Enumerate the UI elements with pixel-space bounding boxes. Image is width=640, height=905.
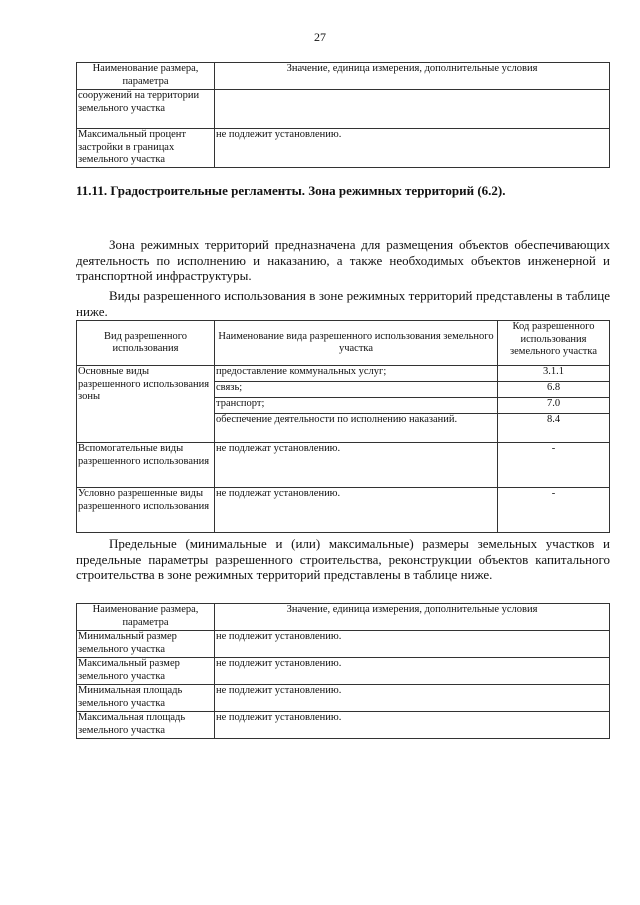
table-cell: не подлежит установлению. (215, 685, 610, 712)
list-item: 8.4 (546, 414, 561, 425)
table-row (77, 658, 610, 685)
section-heading: 11.11. Градостроительные регламенты. Зона режимных территорий (6.2). (76, 183, 506, 198)
column-header: Код разрешенного использования земельного участка (498, 321, 610, 366)
list-item: связь; (215, 382, 497, 398)
permitted-use-table (76, 320, 610, 533)
table-cell: - (498, 443, 610, 488)
table-cell: не подлежат установлению. (215, 488, 498, 533)
column-header: Наименование размера, параметра (77, 604, 215, 631)
table-cell: не подлежит установлению. (215, 631, 610, 658)
table-cell: Максимальный размер земельного участка (77, 658, 215, 685)
table-row (77, 685, 610, 712)
table-cell: сооружений на территории земельного участка (77, 90, 215, 129)
table-cell: не подлежит установлению. (215, 658, 610, 685)
table-cell: не подлежит установлению. (215, 712, 610, 739)
table-row (77, 631, 610, 658)
table-row (77, 443, 610, 488)
table-header-row (77, 321, 610, 366)
table-cell: Вспомогательные виды разрешенного использования (77, 443, 215, 488)
column-header: Наименование размера, параметра (77, 63, 215, 90)
table-cell (498, 366, 610, 443)
table-cell (215, 366, 498, 443)
table-row (77, 129, 610, 168)
paragraph: Виды разрешенного использования в зоне режимных территорий представлены в таблице ниже. (76, 288, 610, 319)
list-item: 7.0 (498, 398, 609, 414)
table-cell: не подлежат установлению. (215, 443, 498, 488)
table-cell: Минимальная площадь земельного участка (77, 685, 215, 712)
parameters-table-continued (76, 62, 610, 168)
table-row (77, 712, 610, 739)
column-header: Вид разрешенного использования (77, 321, 215, 366)
table-header-row (77, 63, 610, 90)
table-cell: - (498, 488, 610, 533)
list-item: обеспечение деятельности по исполнению наказаний. (216, 414, 458, 425)
page-number: 27 (314, 30, 326, 44)
table-header-row (77, 604, 610, 631)
table-cell (215, 90, 610, 129)
table-cell: Условно разрешенные виды разрешенного использования (77, 488, 215, 533)
column-header: Значение, единица измерения, дополнительные условия (215, 63, 610, 90)
column-header: Наименование вида разрешенного использования земельного участка (215, 321, 498, 366)
list-item: 3.1.1 (498, 366, 609, 382)
paragraph: Зона режимных территорий предназначена для размещения объектов обеспечивающих деятельность по исполнению и наказанию, а также необходимых объектов инженерной и транспортной инфраструктуры. (76, 237, 610, 283)
parameters-table (76, 603, 610, 739)
table-row (77, 488, 610, 533)
list-item: предоставление коммунальных услуг; (215, 366, 497, 382)
table-cell: не подлежит установлению. (215, 129, 610, 168)
paragraph: Предельные (минимальные и (или) максимальные) размеры земельных участков и предельные параметры разрешенного строительства, реконструкции объектов капитального строительства в зоне режимных территорий представлены в таблице ниже. (76, 536, 610, 582)
table-row (77, 90, 610, 129)
table-cell: Минимальный размер земельного участка (77, 631, 215, 658)
list-item: транспорт; (215, 398, 497, 414)
table-cell: Максимальный процент застройки в границах земельного участка (77, 129, 215, 168)
table-cell: Максимальная площадь земельного участка (77, 712, 215, 739)
column-header: Значение, единица измерения, дополнительные условия (215, 604, 610, 631)
table-row (77, 366, 610, 443)
table-cell: Основные виды разрешенного использования зоны (77, 366, 215, 443)
list-item: 6.8 (498, 382, 609, 398)
